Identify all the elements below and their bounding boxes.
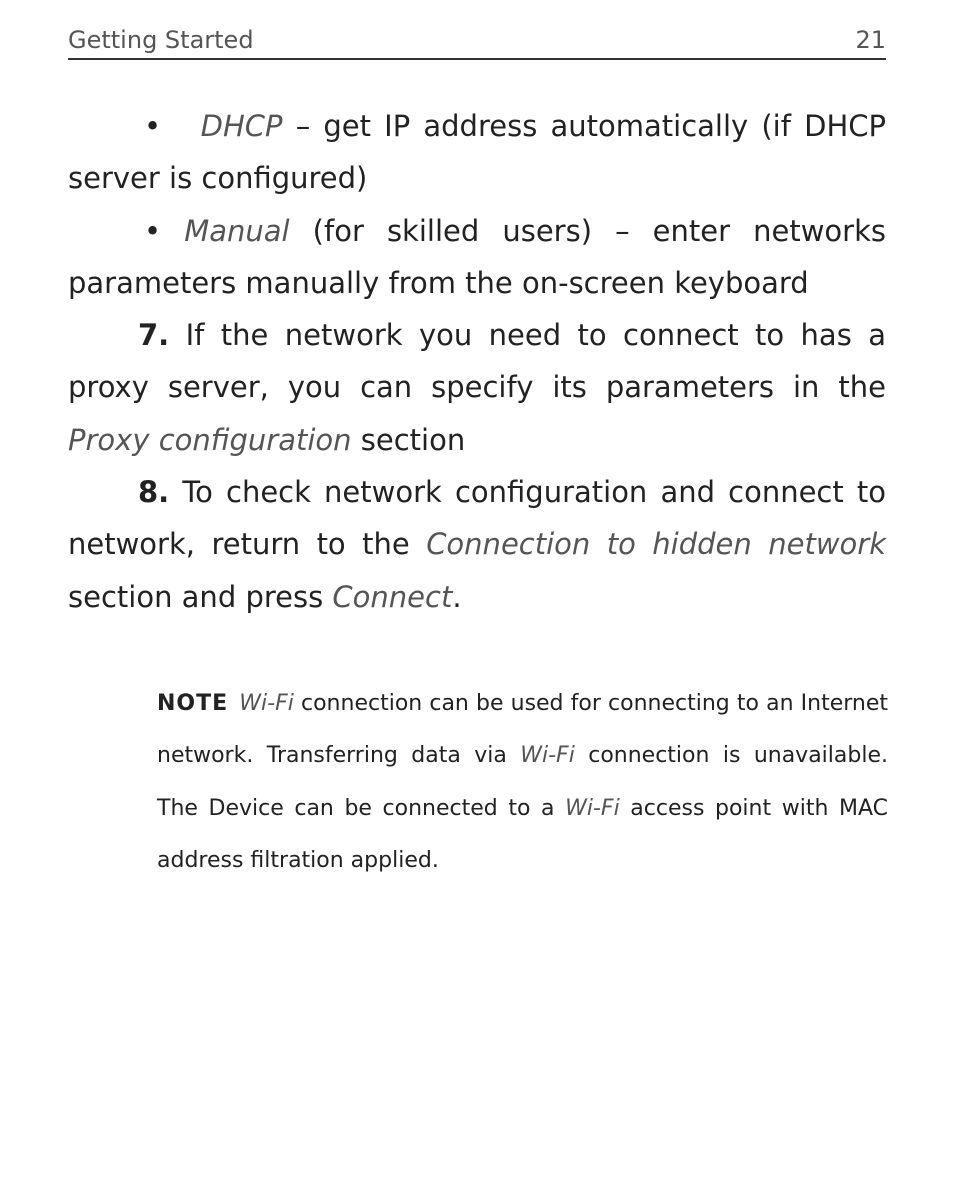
- page-number: 21: [855, 26, 886, 54]
- step-8-text-middle: section and press: [68, 579, 333, 614]
- term-manual: Manual: [184, 213, 290, 248]
- page-header: [68, 22, 886, 60]
- note-label: NOTE: [157, 691, 229, 716]
- proxy-configuration-ref: Proxy configuration: [68, 422, 352, 457]
- step-7-text-end: section: [351, 422, 466, 457]
- step-8-number: 8.: [138, 475, 170, 510]
- step-7-number: 7.: [138, 318, 170, 353]
- bullet-manual: [68, 205, 886, 310]
- note-text-3: access point with MAC address filtration applied.: [157, 795, 888, 873]
- wifi-term: Wi-Fi: [565, 795, 620, 821]
- connect-ref: Connect: [332, 579, 453, 614]
- note-block: [157, 678, 888, 887]
- hidden-network-ref: Connection to hidden network: [426, 527, 886, 562]
- step-8: [68, 466, 886, 623]
- wifi-term: Wi-Fi: [239, 691, 294, 716]
- body-text: [68, 100, 886, 623]
- step-8-text-end: .: [452, 579, 462, 614]
- bullet-dhcp: [68, 100, 886, 205]
- note-text-1: connection can be used for connecting to an Internet network. Transferring data via: [157, 691, 888, 769]
- note-text-2: connection is unavailable. The Device can be connected to a: [157, 743, 888, 821]
- step-8-text: To check network configuration and connect to network, return to the: [68, 475, 886, 562]
- step-7: [68, 309, 886, 466]
- section-title: Getting Started: [68, 26, 254, 54]
- term-dhcp: DHCP: [200, 109, 283, 143]
- bullet-icon: •: [144, 213, 162, 248]
- bullet-icon: •: [144, 109, 162, 143]
- wifi-term: Wi-Fi: [520, 743, 575, 769]
- dhcp-description: – get IP address automatically (if DHCP server is configured): [68, 109, 887, 196]
- manual-description: (for skilled users) – enter networks parameters manually from the on-screen keyboard: [68, 213, 886, 300]
- step-7-text: If the network you need to connect to has a proxy server, you can specify its parameters in the: [68, 318, 886, 405]
